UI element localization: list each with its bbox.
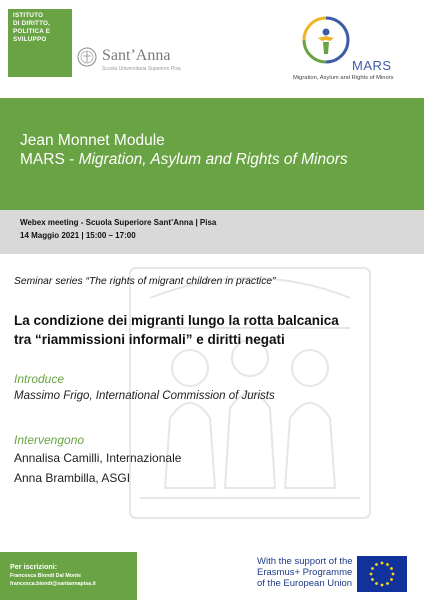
- support-line: of the European Union: [257, 578, 353, 589]
- institute-logo: [8, 9, 72, 77]
- santanna-name: Sant’Anna: [102, 47, 171, 64]
- seminar-series: Seminar series “The rights of migrant children in practice”: [14, 276, 276, 287]
- module-title: Jean Monnet Module: [20, 132, 165, 149]
- institute-line: ISTITUTO: [13, 12, 44, 19]
- mars-title-prefix: MARS -: [20, 151, 79, 168]
- support-line: With the support of the: [257, 556, 353, 567]
- speaker-item: Annalisa Camilli, Internazionale: [14, 451, 182, 465]
- registration-title: Per iscrizioni:: [10, 562, 58, 571]
- mars-subtitle: Migration, Asylum and Rights of Minors: [293, 75, 394, 81]
- meeting-location: Webex meeting - Scuola Superiore Sant’Anna | Pisa: [20, 218, 217, 227]
- mars-title: [20, 151, 348, 169]
- mars-logo-icon: [300, 14, 352, 66]
- seminar-title: [14, 311, 339, 349]
- santanna-subtitle: Scuola Universitaria Superiore Pisa: [102, 66, 181, 72]
- introduce-speaker: Massimo Frigo, International Commission of Jurists: [14, 390, 275, 402]
- intervengono-label: Intervengono: [14, 433, 85, 447]
- mars-wordmark: MARS: [352, 58, 392, 73]
- santanna-seal-icon: [77, 46, 97, 68]
- support-line: Erasmus+ Programme: [257, 567, 353, 578]
- eu-flag-icon: [357, 556, 407, 592]
- introduce-label: Introduce: [14, 372, 65, 386]
- eu-support-text: [257, 556, 353, 589]
- seminar-title-line: La condizione dei migranti lungo la rotta balcanica: [14, 313, 339, 328]
- institute-line: POLITICA E: [13, 28, 51, 35]
- speaker-item: Anna Brambilla, ASGI: [14, 471, 131, 485]
- seminar-title-line: tra “riammissioni informali” e diritti negati: [14, 332, 285, 347]
- registration-email-link[interactable]: francesca.biondi@santannapisa.it: [10, 581, 96, 587]
- meeting-datetime: 14 Maggio 2021 | 15:00 – 17:00: [20, 231, 136, 240]
- mars-title-italic: Migration, Asylum and Rights of Minors: [78, 151, 348, 168]
- institute-line: DI DIRITTO,: [13, 20, 51, 27]
- institute-line: SVILUPPO: [13, 36, 47, 43]
- registration-contact-name: Francesca Biondi Dal Monte: [10, 573, 81, 579]
